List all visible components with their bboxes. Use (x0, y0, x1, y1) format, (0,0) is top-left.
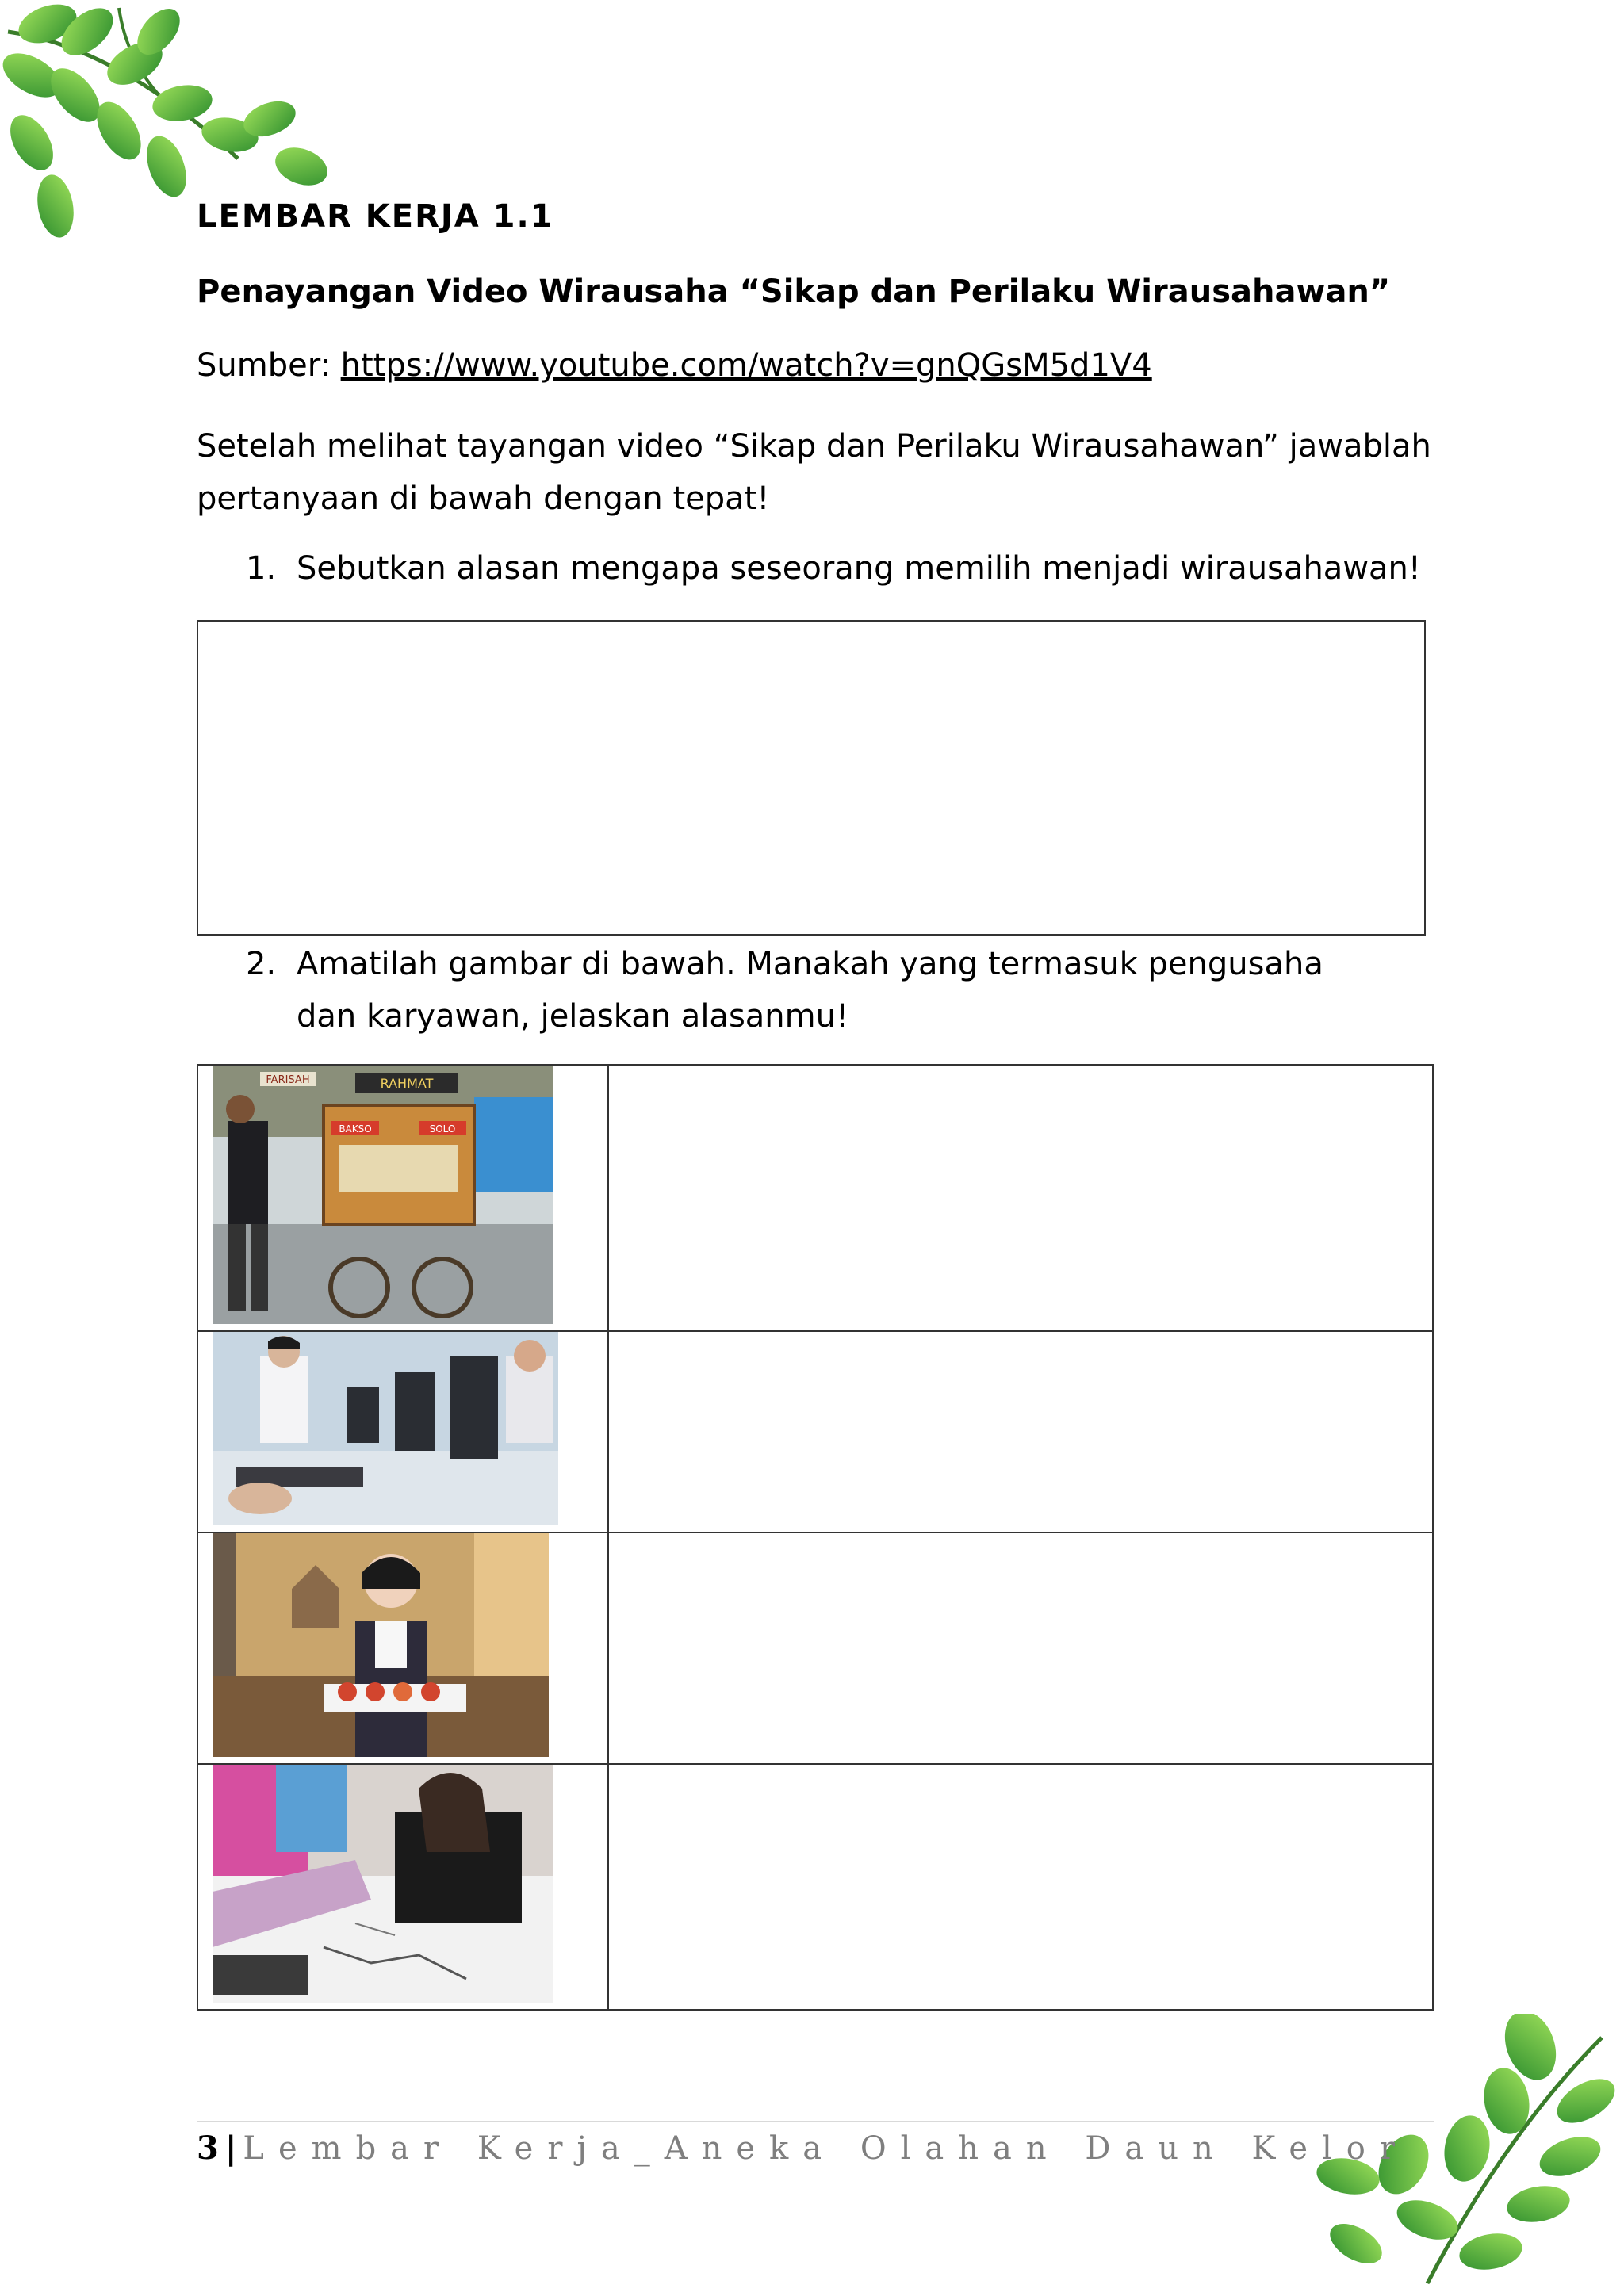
page-number: 3 (197, 2130, 219, 2167)
table-row (197, 1065, 1433, 1331)
image-cell (197, 1764, 608, 2010)
footer-divider (197, 2121, 1434, 2122)
fashion-designer-photo (213, 1765, 553, 2003)
question-number: 1. (246, 550, 277, 587)
footer-separator: | (224, 2130, 237, 2167)
source-link[interactable]: https://www.youtube.com/watch?v=gnQGsM5d1V4 (340, 347, 1152, 384)
question-text: Sebutkan alasan mengapa seseorang memilih menjadi wirausahawan! (297, 550, 1421, 587)
question-number: 2. (246, 946, 277, 982)
source-line (197, 347, 1152, 384)
question-2 (246, 938, 1435, 1049)
office-workers-photo (213, 1332, 558, 1525)
cart-label-text: BAKSO (339, 1123, 372, 1135)
shop-sign-text: RAHMAT (380, 1076, 434, 1091)
page-footer (197, 2130, 1409, 2167)
answer-cell[interactable] (608, 1764, 1433, 2010)
worksheet-subtitle: Penayangan Video Wirausaha “Sikap dan Perilaku Wirausahawan” (197, 274, 1391, 310)
answer-cell[interactable] (608, 1331, 1433, 1533)
answer-cell[interactable] (608, 1533, 1433, 1764)
cart-label-text: SOLO (429, 1123, 456, 1135)
worksheet-heading: LEMBAR KERJA 1.1 (197, 198, 554, 235)
instruction-text: Setelah melihat tayangan video “Sikap dan Perilaku Wirausahawan” jawablah pertanyaan di bawah dengan tepat! (197, 428, 1431, 517)
answer-cell[interactable] (608, 1065, 1433, 1331)
table-row (197, 1764, 1433, 2010)
street-vendor-photo (213, 1066, 553, 1324)
image-cell (197, 1331, 608, 1533)
picture-answer-table (197, 1064, 1434, 2011)
waitress-photo (213, 1533, 549, 1757)
table-row (197, 1533, 1433, 1764)
table-row (197, 1331, 1433, 1533)
image-cell (197, 1065, 608, 1331)
footer-title: Lembar Kerja_Aneka Olahan Daun Kelor (243, 2130, 1409, 2167)
shop-sign-text: FARISAH (266, 1074, 310, 1086)
question-text: Amatilah gambar di bawah. Manakah yang termasuk pengusaha dan karyawan, jelaskan alasanmu! (297, 946, 1323, 1035)
source-label: Sumber: (197, 347, 341, 384)
answer-box-question-1[interactable] (197, 620, 1426, 936)
image-cell (197, 1533, 608, 1764)
question-1 (246, 542, 1435, 598)
